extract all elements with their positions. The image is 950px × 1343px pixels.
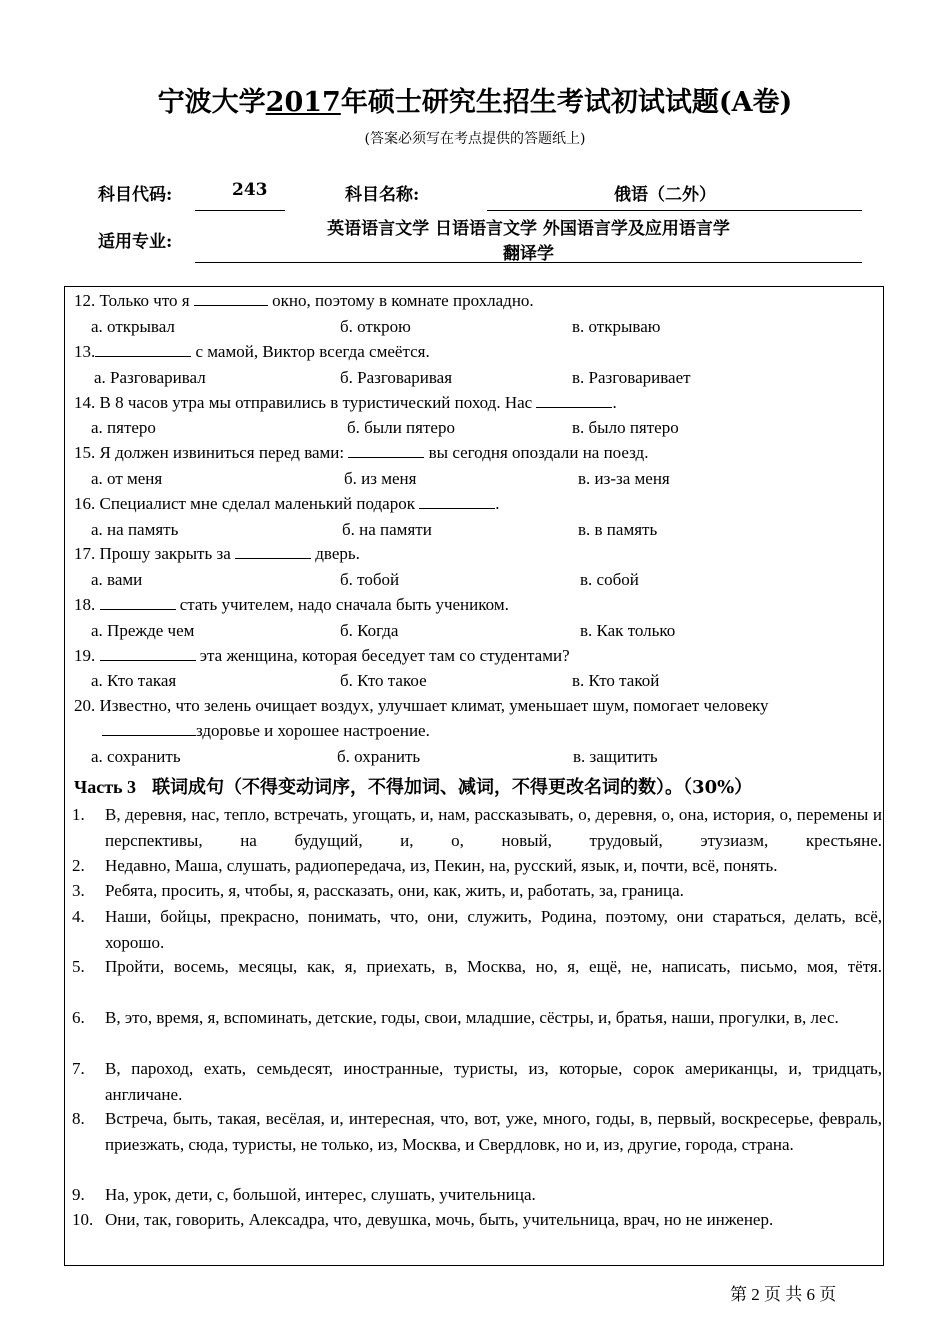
sentence-item-3: 3. Ребята, просить, я, чтобы, я, рассказать, они, как, жить, и, работать, за, граница. [72,881,684,900]
option-a: а. на память [91,520,179,539]
question-12: 12. Только что я окно, поэтому в комнате прохладно. [74,291,534,310]
option-b: б. из меня [344,469,417,488]
answer-blank [102,721,196,736]
option-b: б. Кто такое [340,671,427,690]
answer-blank [95,342,191,357]
sentence-item-6: 6. В, это, время, я, вспоминать, детские, годы, свои, младшие, сёстры, и, братья, наши, прогулки, в, лес. [72,1008,839,1027]
question-14: 14. В 8 часов утра мы отправились в туристический поход. Нас . [74,393,617,412]
option-b: б. Разговаривая [340,368,453,387]
subject-name-label: 科目名称: [345,185,420,205]
option-a: а. от меня [91,469,163,488]
answer-blank [348,443,424,458]
option-c: в. Кто такой [572,671,660,690]
question-20-line-2: здоровье и хорошее настроение. [102,721,430,741]
option-b: б. Когда [340,621,399,640]
sentence-item-4: 4. Наши, бойцы, прекрасно, понимать, что, они, служить, Родина, поэтому, они стараться, делать, всё, хорошо. [72,907,882,952]
major-underline [195,262,862,263]
option-c: в. в память [578,520,658,539]
option-a: а. вами [91,570,143,589]
option-c: в. открываю [572,317,661,336]
major-line-1: 英语语言文学 日语语言文学 外国语言学及应用语言学 [327,219,730,239]
page-number: 第 2 页 共 6 页 [730,1285,837,1304]
subject-code-value: 243 [232,180,268,200]
option-c: в. защитить [573,747,658,766]
answer-blank [235,544,311,559]
sentence-item-2: 2. Недавно, Маша, слушать, радиопередача, из, Пекин, на, русский, язык, и, почти, всё, понять. [72,856,778,875]
answer-blank [419,494,495,509]
question-18: 18. стать учителем, надо сначала быть учеником. [74,595,509,614]
major-line-2: 翻译学 [503,244,554,264]
subject-name-value: 俄语（二外） [614,185,716,205]
sentence-item-10: 10. Они, так, говорить, Алексадра, что, девушка, мочь, быть, учительница, врач, но не инженер. [72,1210,774,1229]
answer-blank [100,595,176,610]
option-c: в. Разговаривает [572,368,691,387]
option-c: в. было пятеро [572,418,679,437]
answer-blank [536,393,612,408]
sentence-item-9: 9. На, урок, дети, с, большой, интерес, слушать, учительница. [72,1185,536,1204]
major-label: 适用专业: [98,232,173,252]
question-20-line-1: 20. Известно, что зелень очищает воздух, улучшает климат, уменьшает шум, помогает человеку [74,696,769,715]
question-17: 17. Прошу закрыть за дверь. [74,544,360,563]
sentence-item-8: 8. Встреча, быть, такая, весёлая, и, интересная, что, вот, уже, много, годы, в, первый, воскресерье, февраль, приезжать, сюда, туристы, не только, из, Москва, и Свердловк, но и, из, другие, города, страна. [72,1109,882,1154]
exam-title: 宁波大学2017年硕士研究生招生考试初试试题(A卷) [157,87,793,118]
subject-code-underline [195,210,285,211]
option-b: б. тобой [340,570,400,589]
question-15: 15. Я должен извиниться перед вами: вы сегодня опоздали на поезд. [74,443,649,462]
option-c: в. из-за меня [578,469,670,488]
option-b: б. на памяти [342,520,432,539]
part3-heading: Часть 3 联词成句（不得变动词序，不得加词、减词，不得更改名词的数）。（30%） [74,777,753,798]
option-a: а. сохранить [91,747,181,766]
subject-name-underline [487,210,862,211]
option-b: б. охранить [337,747,421,766]
option-b: б. были пятеро [347,418,455,437]
sentence-item-1: 1. В, деревня, нас, тепло, встречать, угощать, и, нам, рассказывать, о, деревня, о, она, история, о, перемены и перспективы, на будущий, и, о, новый, трудовый, этузиазм, крестьяне. [72,805,882,850]
option-b: б. открою [340,317,411,336]
option-a: а. открывал [91,317,175,336]
question-19: 19. эта женщина, которая беседует там со студентами? [74,646,570,665]
question-13: 13. с мамой, Виктор всегда смеётся. [74,342,430,361]
option-c: в. собой [580,570,639,589]
sentence-item-5: 5. Пройти, восемь, месяцы, как, я, приехать, в, Москва, но, я, ещё, не, написать, письмо, моя, тётя. [72,957,882,976]
option-a: а. Разговаривал [94,368,206,387]
exam-year: 2017 [265,87,341,118]
answer-blank [194,291,268,306]
option-a: а. Кто такая [91,671,177,690]
question-16: 16. Специалист мне сделал маленький подарок . [74,494,500,513]
option-c: в. Как только [580,621,676,640]
answer-sheet-note: (答案必须写在考点提供的答题纸上) [364,131,586,147]
answer-blank [100,646,196,661]
sentence-item-7: 7. В, пароход, ехать, семьдесят, иностранные, туристы, из, которые, сорок американцы, и, тридцать, англичане. [72,1059,882,1104]
option-a: а. Прежде чем [91,621,195,640]
subject-code-label: 科目代码: [98,185,173,205]
option-a: а. пятеро [91,418,156,437]
